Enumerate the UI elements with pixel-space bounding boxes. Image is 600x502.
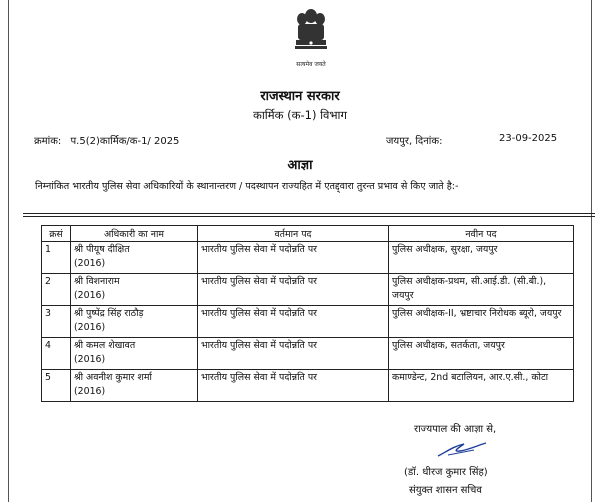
header-current-post: वर्तमान पद: [198, 226, 389, 242]
row-officer: [71, 242, 198, 274]
top-divider: [23, 213, 595, 214]
table-row: [42, 338, 574, 370]
row-current-post: भारतीय पुलिस सेवा में पदोन्नति पर: [198, 370, 389, 402]
row-sno: 2: [42, 274, 71, 306]
emblem-motto: सत्यमेव जयते: [296, 61, 326, 68]
row-sno: 5: [42, 370, 71, 402]
table-row: [42, 274, 574, 306]
officer-name: श्री पीयूष दीक्षित: [74, 244, 130, 255]
officer-name: श्री अवनीश कुमार शर्मा: [74, 372, 152, 383]
government-title: राजस्थान सरकार: [260, 89, 340, 104]
signatory-name: (डॉ. धीरज कुमार सिंह): [404, 467, 488, 478]
table-row: [42, 370, 574, 402]
header-new-post: नवीन पद: [389, 226, 574, 242]
row-new-post: पुलिस अधीक्षक-प्रथम, सी.आई.डी. (सी.बी.), जयपुर: [389, 274, 574, 306]
row-current-post: भारतीय पुलिस सेवा में पदोन्नति पर: [198, 242, 389, 274]
state-emblem-icon: [286, 6, 336, 68]
header-name: अधिकारी का नाम: [71, 226, 198, 242]
order-title: आज्ञा: [287, 158, 313, 173]
order-intro: निम्नांकित भारतीय पुलिस सेवा अधिकारियों के स्थानान्तरण / पदस्थापन राज्यहित में एतद्द्वारा तुरन्त प्रभाव से किए जाते है:-: [35, 181, 459, 192]
officer-name: श्री विशनाराम: [74, 276, 120, 287]
row-officer: [71, 306, 198, 338]
reference-value: प.5(2)कार्मिक/क-1/ 2025: [70, 136, 180, 147]
order-date: 23-09-2025: [499, 133, 558, 144]
row-officer: [71, 370, 198, 402]
row-sno: 3: [42, 306, 71, 338]
row-new-post: पुलिस अधीक्षक-II, भ्रष्टाचार निरोधक ब्यूरो, जयपुर: [389, 306, 574, 338]
header-sno: क्रसं: [42, 226, 71, 242]
row-new-post: पुलिस अधीक्षक, सुरक्षा, जयपुर: [389, 242, 574, 274]
row-officer: [71, 274, 198, 306]
row-officer: [71, 338, 198, 370]
top-divider-double: [23, 216, 595, 217]
reference-number: [34, 133, 179, 147]
row-new-post: कमाण्डेन्ट, 2nd बटालियन, आर.ए.सी., कोटा: [389, 370, 574, 402]
officer-batch: (2016): [74, 258, 106, 269]
officer-name: श्री कमल शेखावत: [74, 340, 136, 351]
row-current-post: भारतीय पुलिस सेवा में पदोन्नति पर: [198, 338, 389, 370]
officer-batch: (2016): [74, 322, 106, 333]
by-order-text: राज्यपाल की आज्ञा से,: [414, 424, 497, 435]
row-current-post: भारतीय पुलिस सेवा में पदोन्नति पर: [198, 274, 389, 306]
handwritten-signature-icon: [434, 438, 489, 460]
officer-batch: (2016): [74, 290, 106, 301]
place-label: जयपुर, दिनांक:: [386, 136, 443, 147]
officer-batch: (2016): [74, 354, 106, 365]
signatory-designation: संयुक्त शासन सचिव: [409, 485, 482, 496]
table-row: [42, 242, 574, 274]
reference-label: क्रमांक:: [34, 136, 62, 147]
department-name: कार्मिक (क-1) विभाग: [253, 108, 347, 122]
officer-batch: (2016): [74, 386, 106, 397]
officer-name: श्री पुष्पेंद्र सिंह राठौड़: [74, 308, 144, 319]
table-row: [42, 306, 574, 338]
table-header-row: [42, 226, 574, 242]
row-sno: 1: [42, 242, 71, 274]
row-new-post: पुलिस अधीक्षक, सतर्कता, जयपुर: [389, 338, 574, 370]
order-document: [8, 0, 592, 502]
row-current-post: भारतीय पुलिस सेवा में पदोन्नति पर: [198, 306, 389, 338]
row-sno: 4: [42, 338, 71, 370]
transfer-table: [41, 225, 574, 402]
